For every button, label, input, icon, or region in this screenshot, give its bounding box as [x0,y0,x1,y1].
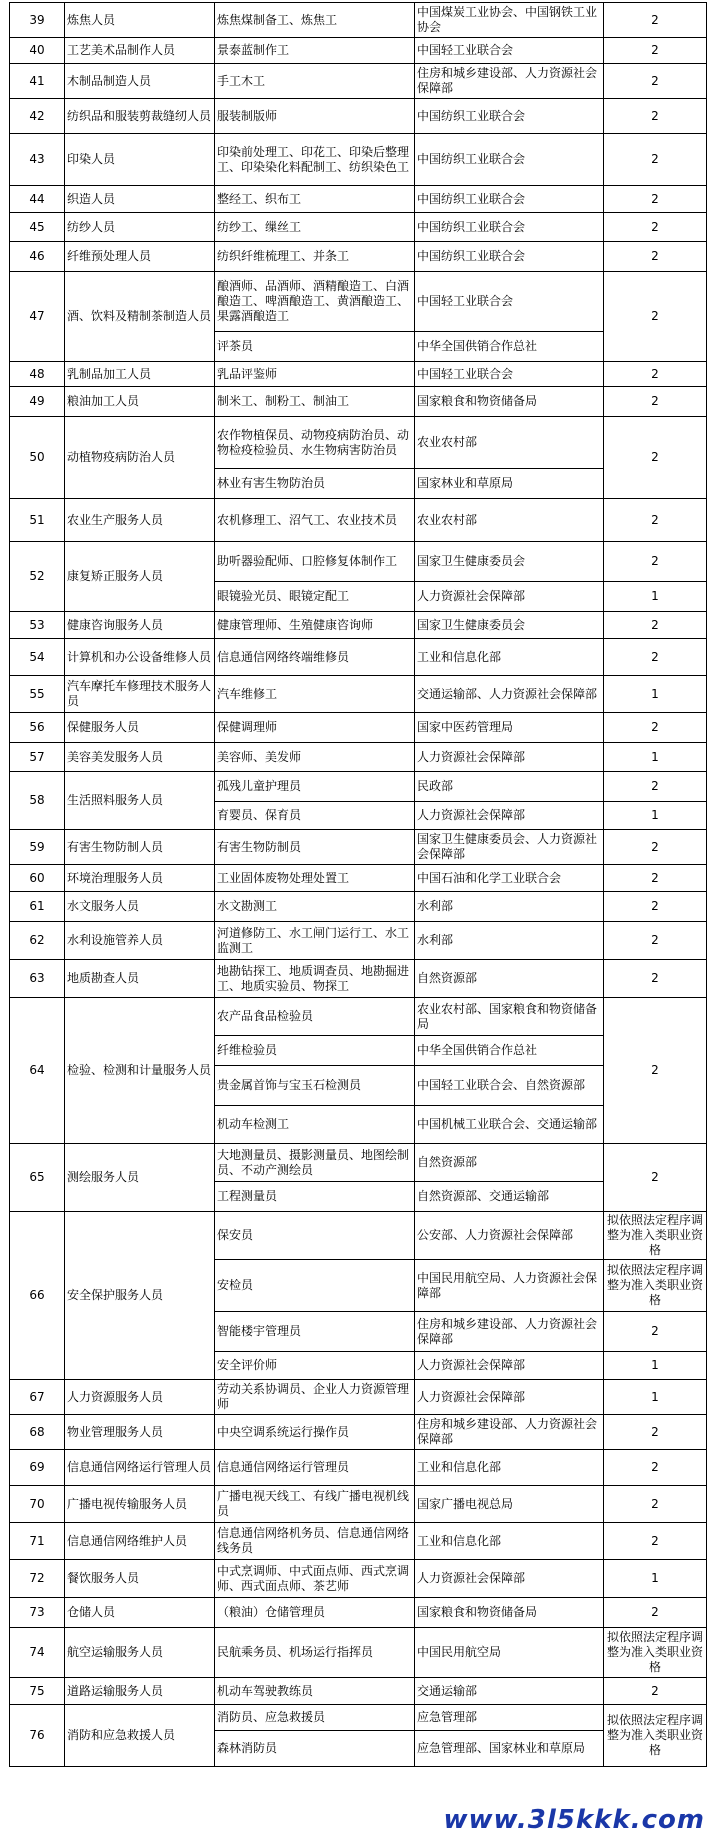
category-name: 信息通信网络维护人员 [65,1523,215,1560]
issuing-authority: 中国轻工业联合会 [415,362,604,387]
row-number: 42 [10,99,65,134]
category-name: 餐饮服务人员 [65,1560,215,1598]
row-number: 47 [10,272,65,362]
issuing-authority: 公安部、人力资源社会保障部 [415,1212,604,1260]
job-title: 评茶员 [215,332,415,362]
table-row [10,542,707,582]
level-value: 1 [604,1560,707,1598]
category-name: 织造人员 [65,186,215,213]
level-value: 2 [604,865,707,892]
issuing-authority: 中国纺织工业联合会 [415,186,604,213]
table-row [10,38,707,64]
job-title: 地勘钻探工、地质调查员、地勘掘进工、地质实验员、物探工 [215,960,415,998]
job-title: 酿酒师、品酒师、酒精酿造工、白酒酿造工、啤酒酿造工、黄酒酿造工、果露酒酿造工 [215,272,415,332]
row-number: 68 [10,1415,65,1450]
issuing-authority: 国家广播电视总局 [415,1486,604,1523]
table-row [10,1486,707,1523]
job-title: 机动车检测工 [215,1106,415,1144]
issuing-authority: 中国煤炭工业协会、中国钢铁工业协会 [415,3,604,38]
table-row [10,713,707,743]
job-title: （粮油）仓储管理员 [215,1598,415,1628]
level-value: 2 [604,99,707,134]
job-title: 林业有害生物防治员 [215,469,415,499]
job-title: 孤残儿童护理员 [215,772,415,802]
job-title: 消防员、应急救援员 [215,1705,415,1731]
category-name: 物业管理服务人员 [65,1415,215,1450]
job-title: 手工木工 [215,64,415,99]
table-row [10,1144,707,1182]
issuing-authority: 农业农村部 [415,499,604,542]
issuing-authority: 水利部 [415,922,604,960]
issuing-authority: 人力资源社会保障部 [415,802,604,830]
row-number: 67 [10,1380,65,1415]
job-title: 乳品评鉴师 [215,362,415,387]
row-number: 44 [10,186,65,213]
job-title: 育婴员、保育员 [215,802,415,830]
table-row [10,1212,707,1260]
job-title: 大地测量员、摄影测量员、地图绘制员、不动产测绘员 [215,1144,415,1182]
level-value: 2 [604,3,707,38]
level-value: 2 [604,242,707,272]
issuing-authority: 应急管理部、国家林业和草原局 [415,1731,604,1767]
table-row [10,1415,707,1450]
category-name: 保健服务人员 [65,713,215,743]
table-row [10,1450,707,1486]
table-body [10,3,707,1767]
table-row [10,676,707,713]
table-row [10,242,707,272]
job-title: 水文勘测工 [215,892,415,922]
category-name: 动植物疫病防治人员 [65,417,215,499]
row-number: 66 [10,1212,65,1380]
table-row [10,865,707,892]
level-value: 2 [604,1486,707,1523]
table-row [10,213,707,242]
job-title: 信息通信网络机务员、信息通信网络线务员 [215,1523,415,1560]
level-value: 拟依照法定程序调整为准入类职业资格 [604,1260,707,1312]
table-row [10,892,707,922]
issuing-authority: 自然资源部、交通运输部 [415,1182,604,1212]
level-value: 拟依照法定程序调整为准入类职业资格 [604,1705,707,1767]
job-title: 炼焦煤制备工、炼焦工 [215,3,415,38]
row-number: 49 [10,387,65,417]
site-watermark: www.3l5kkk.com [443,1805,705,1835]
category-name: 环境治理服务人员 [65,865,215,892]
category-name: 印染人员 [65,134,215,186]
category-name: 纤维预处理人员 [65,242,215,272]
job-title: 助听器验配师、口腔修复体制作工 [215,542,415,582]
row-number: 54 [10,639,65,676]
category-name: 测绘服务人员 [65,1144,215,1212]
issuing-authority: 中华全国供销合作总社 [415,1036,604,1066]
row-number: 71 [10,1523,65,1560]
level-value: 2 [604,186,707,213]
level-value: 2 [604,1312,707,1352]
level-value: 1 [604,676,707,713]
job-title: 工业固体废物处理处置工 [215,865,415,892]
row-number: 63 [10,960,65,998]
row-number: 41 [10,64,65,99]
job-title: 农作物植保员、动物疫病防治员、动物检疫检验员、水生物病害防治员 [215,417,415,469]
row-number: 64 [10,998,65,1144]
table-row [10,1598,707,1628]
level-value: 2 [604,998,707,1144]
issuing-authority: 国家粮食和物资储备局 [415,387,604,417]
issuing-authority: 中国民用航空局、人力资源社会保障部 [415,1260,604,1312]
table-row [10,772,707,802]
issuing-authority: 自然资源部 [415,1144,604,1182]
issuing-authority: 中华全国供销合作总社 [415,332,604,362]
issuing-authority: 交通运输部 [415,1678,604,1705]
row-number: 60 [10,865,65,892]
category-name: 有害生物防制人员 [65,830,215,865]
issuing-authority: 人力资源社会保障部 [415,1560,604,1598]
job-title: 印染前处理工、印花工、印染后整理工、印染染化料配制工、纺织染色工 [215,134,415,186]
level-value: 1 [604,582,707,612]
job-title: 机动车驾驶教练员 [215,1678,415,1705]
issuing-authority: 农业农村部 [415,417,604,469]
job-title: 贵金属首饰与宝玉石检测员 [215,1066,415,1106]
level-value: 2 [604,1144,707,1212]
level-value: 2 [604,612,707,639]
category-name: 纺纱人员 [65,213,215,242]
row-number: 55 [10,676,65,713]
job-title: 安检员 [215,1260,415,1312]
level-value: 2 [604,1598,707,1628]
issuing-authority: 民政部 [415,772,604,802]
category-name: 纺织品和服装剪裁缝纫人员 [65,99,215,134]
job-title: 劳动关系协调员、企业人力资源管理师 [215,1380,415,1415]
row-number: 58 [10,772,65,830]
job-title: 纺纱工、缫丝工 [215,213,415,242]
row-number: 59 [10,830,65,865]
level-value: 2 [604,892,707,922]
level-value: 1 [604,743,707,772]
issuing-authority: 国家中医药管理局 [415,713,604,743]
category-name: 工艺美术品制作人员 [65,38,215,64]
job-title: 森林消防员 [215,1731,415,1767]
issuing-authority: 交通运输部、人力资源社会保障部 [415,676,604,713]
level-value: 2 [604,960,707,998]
level-value: 2 [604,272,707,362]
issuing-authority: 中国轻工业联合会 [415,272,604,332]
table-row [10,1678,707,1705]
row-number: 56 [10,713,65,743]
category-name: 康复矫正服务人员 [65,542,215,612]
level-value: 2 [604,542,707,582]
table-row [10,186,707,213]
job-title: 广播电视天线工、有线广播电视机线员 [215,1486,415,1523]
table-row [10,272,707,332]
job-title: 农产品食品检验员 [215,998,415,1036]
category-name: 计算机和办公设备维修人员 [65,639,215,676]
table-row [10,830,707,865]
table-row [10,1628,707,1678]
job-title: 农机修理工、沼气工、农业技术员 [215,499,415,542]
table-row [10,499,707,542]
row-number: 74 [10,1628,65,1678]
job-title: 眼镜验光员、眼镜定配工 [215,582,415,612]
job-title: 工程测量员 [215,1182,415,1212]
row-number: 39 [10,3,65,38]
level-value: 2 [604,362,707,387]
issuing-authority: 国家卫生健康委员会、人力资源社会保障部 [415,830,604,865]
level-value: 2 [604,1450,707,1486]
level-value: 2 [604,387,707,417]
row-number: 45 [10,213,65,242]
job-title: 纤维检验员 [215,1036,415,1066]
table-row [10,639,707,676]
issuing-authority: 国家卫生健康委员会 [415,612,604,639]
issuing-authority: 住房和城乡建设部、人力资源社会保障部 [415,1312,604,1352]
issuing-authority: 中国轻工业联合会、自然资源部 [415,1066,604,1106]
issuing-authority: 工业和信息化部 [415,639,604,676]
row-number: 43 [10,134,65,186]
issuing-authority: 国家粮食和物资储备局 [415,1598,604,1628]
row-number: 62 [10,922,65,960]
job-title: 整经工、织布工 [215,186,415,213]
job-title: 保健调理师 [215,713,415,743]
table-row [10,99,707,134]
job-title: 安全评价师 [215,1352,415,1380]
category-name: 木制品制造人员 [65,64,215,99]
row-number: 65 [10,1144,65,1212]
level-value: 2 [604,1678,707,1705]
row-number: 61 [10,892,65,922]
category-name: 生活照料服务人员 [65,772,215,830]
row-number: 50 [10,417,65,499]
table-row [10,922,707,960]
row-number: 70 [10,1486,65,1523]
category-name: 水利设施管养人员 [65,922,215,960]
job-title: 纺织纤维梳理工、并条工 [215,242,415,272]
row-number: 57 [10,743,65,772]
category-name: 信息通信网络运行管理人员 [65,1450,215,1486]
row-number: 76 [10,1705,65,1767]
table-row [10,1523,707,1560]
level-value: 2 [604,499,707,542]
job-title: 景泰蓝制作工 [215,38,415,64]
job-title: 制米工、制粉工、制油工 [215,387,415,417]
issuing-authority: 中国纺织工业联合会 [415,242,604,272]
category-name: 粮油加工人员 [65,387,215,417]
issuing-authority: 中国纺织工业联合会 [415,99,604,134]
issuing-authority: 国家林业和草原局 [415,469,604,499]
level-value: 2 [604,213,707,242]
job-title: 智能楼宇管理员 [215,1312,415,1352]
job-title: 民航乘务员、机场运行指挥员 [215,1628,415,1678]
table-row [10,612,707,639]
issuing-authority: 工业和信息化部 [415,1450,604,1486]
job-title: 美容师、美发师 [215,743,415,772]
table-row [10,387,707,417]
job-title: 中式烹调师、中式面点师、西式烹调师、西式面点师、茶艺师 [215,1560,415,1598]
issuing-authority: 自然资源部 [415,960,604,998]
category-name: 航空运输服务人员 [65,1628,215,1678]
category-name: 人力资源服务人员 [65,1380,215,1415]
level-value: 2 [604,64,707,99]
category-name: 水文服务人员 [65,892,215,922]
job-title: 中央空调系统运行操作员 [215,1415,415,1450]
level-value: 2 [604,134,707,186]
issuing-authority: 中国机械工业联合会、交通运输部 [415,1106,604,1144]
occupation-table [9,2,707,1767]
issuing-authority: 人力资源社会保障部 [415,1380,604,1415]
issuing-authority: 工业和信息化部 [415,1523,604,1560]
level-value: 拟依照法定程序调整为准入类职业资格 [604,1628,707,1678]
level-value: 1 [604,1352,707,1380]
category-name: 美容美发服务人员 [65,743,215,772]
table-row [10,64,707,99]
issuing-authority: 人力资源社会保障部 [415,1352,604,1380]
category-name: 健康咨询服务人员 [65,612,215,639]
issuing-authority: 国家卫生健康委员会 [415,542,604,582]
category-name: 广播电视传输服务人员 [65,1486,215,1523]
category-name: 炼焦人员 [65,3,215,38]
issuing-authority: 中国轻工业联合会 [415,38,604,64]
level-value: 2 [604,38,707,64]
table-row [10,1560,707,1598]
job-title: 汽车维修工 [215,676,415,713]
issuing-authority: 中国民用航空局 [415,1628,604,1678]
job-title: 服装制版师 [215,99,415,134]
issuing-authority: 中国石油和化学工业联合会 [415,865,604,892]
issuing-authority: 水利部 [415,892,604,922]
level-value: 2 [604,417,707,499]
row-number: 48 [10,362,65,387]
issuing-authority: 应急管理部 [415,1705,604,1731]
row-number: 73 [10,1598,65,1628]
issuing-authority: 中国纺织工业联合会 [415,134,604,186]
row-number: 51 [10,499,65,542]
row-number: 53 [10,612,65,639]
table-row [10,1705,707,1731]
row-number: 72 [10,1560,65,1598]
table-row [10,134,707,186]
category-name: 乳制品加工人员 [65,362,215,387]
category-name: 农业生产服务人员 [65,499,215,542]
level-value: 2 [604,1415,707,1450]
level-value: 2 [604,772,707,802]
issuing-authority: 中国纺织工业联合会 [415,213,604,242]
table-row [10,960,707,998]
level-value: 2 [604,639,707,676]
row-number: 69 [10,1450,65,1486]
level-value: 2 [604,830,707,865]
category-name: 安全保护服务人员 [65,1212,215,1380]
table-row [10,417,707,469]
level-value: 2 [604,922,707,960]
job-title: 保安员 [215,1212,415,1260]
issuing-authority: 农业农村部、国家粮食和物资储备局 [415,998,604,1036]
category-name: 汽车摩托车修理技术服务人员 [65,676,215,713]
table-row [10,1380,707,1415]
level-value: 1 [604,802,707,830]
issuing-authority: 住房和城乡建设部、人力资源社会保障部 [415,1415,604,1450]
level-value: 2 [604,713,707,743]
issuing-authority: 人力资源社会保障部 [415,743,604,772]
job-title: 信息通信网络终端维修员 [215,639,415,676]
row-number: 52 [10,542,65,612]
table-row [10,998,707,1036]
row-number: 46 [10,242,65,272]
category-name: 酒、饮料及精制茶制造人员 [65,272,215,362]
category-name: 检验、检测和计量服务人员 [65,998,215,1144]
row-number: 75 [10,1678,65,1705]
issuing-authority: 住房和城乡建设部、人力资源社会保障部 [415,64,604,99]
level-value: 拟依照法定程序调整为准入类职业资格 [604,1212,707,1260]
job-title: 信息通信网络运行管理员 [215,1450,415,1486]
job-title: 河道修防工、水工闸门运行工、水工监测工 [215,922,415,960]
job-title: 健康管理师、生殖健康咨询师 [215,612,415,639]
row-number: 40 [10,38,65,64]
table-row [10,362,707,387]
issuing-authority: 人力资源社会保障部 [415,582,604,612]
job-title: 有害生物防制员 [215,830,415,865]
level-value: 1 [604,1380,707,1415]
category-name: 地质勘查人员 [65,960,215,998]
category-name: 道路运输服务人员 [65,1678,215,1705]
level-value: 2 [604,1523,707,1560]
table-row [10,3,707,38]
category-name: 仓储人员 [65,1598,215,1628]
table-row [10,743,707,772]
category-name: 消防和应急救援人员 [65,1705,215,1767]
